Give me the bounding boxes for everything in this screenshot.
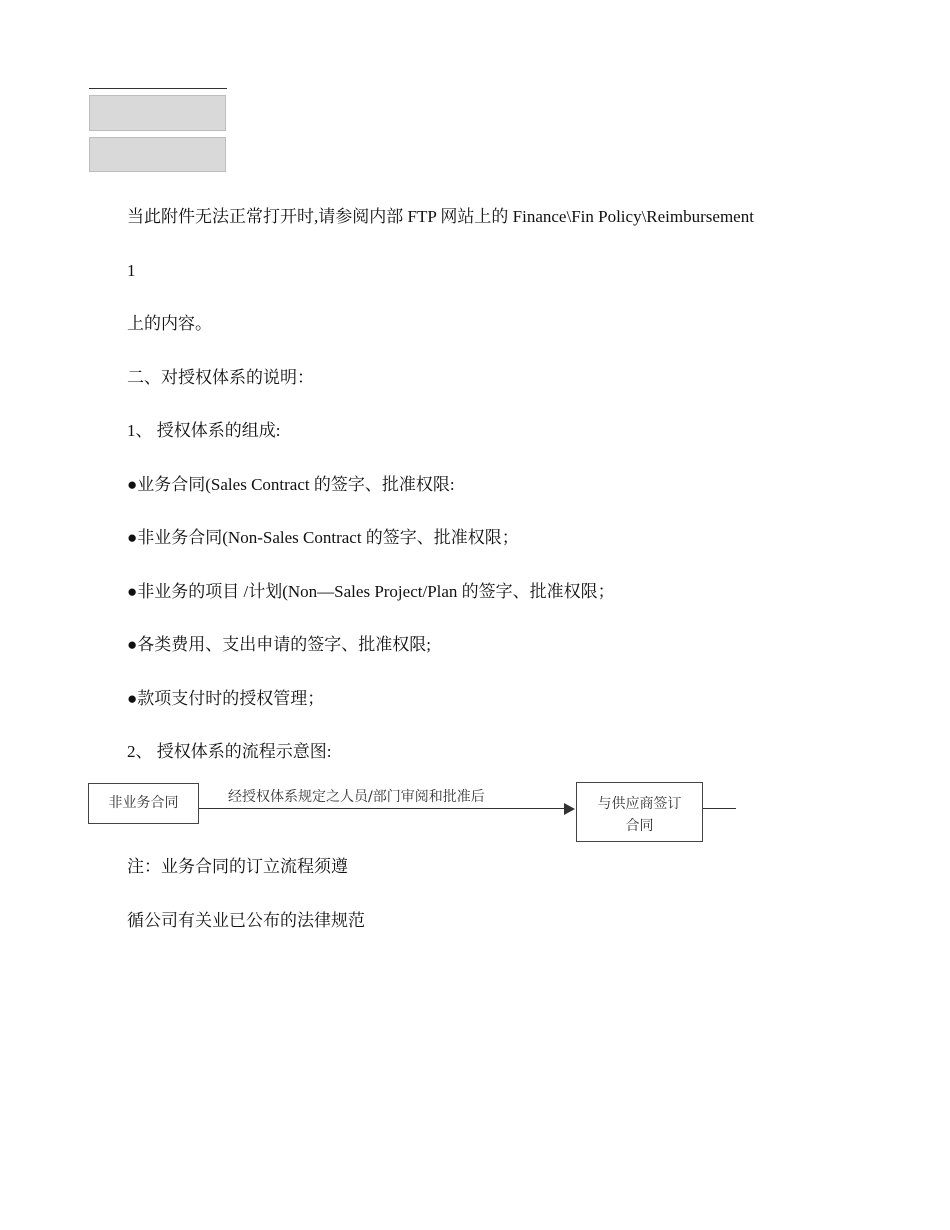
flow-tail-line — [703, 808, 736, 809]
attachment-note: 当此附件无法正常打开时,请参阅内部 FTP 网站上的 Finance\Fin Policy\Reimbursement — [127, 207, 754, 226]
flow-arrow-line — [199, 808, 565, 809]
bullet-item: ●各类费用、支出申请的签字、批准权限; — [127, 635, 431, 654]
section-heading: 二、对授权体系的说明： — [127, 368, 314, 387]
header-rule — [89, 88, 227, 89]
bullet-item: ●业务合同(Sales Contract 的签字、批准权限: — [127, 475, 455, 494]
flow-diagram — [88, 781, 736, 834]
flow-end-box — [576, 782, 703, 842]
subsection-heading-1: 1、 授权体系的组成: — [127, 421, 281, 440]
note-line-2: 循公司有关业已公布的法律规范 — [127, 911, 365, 930]
flow-end-box-line2: 合同 — [625, 818, 654, 834]
bullet-item: ●款项支付时的授权管理； — [127, 689, 325, 708]
bullet-item: ●非业务合同(Non-Sales Contract 的签字、批准权限； — [127, 528, 519, 547]
page-number-text: 1 — [127, 261, 136, 280]
flow-start-box: 非业务合同 — [88, 783, 199, 824]
note-line-1: 注：业务合同的订立流程须遵 — [127, 857, 348, 876]
bullet-item: ●非业务的项目 /计划(Non—Sales Project/Plan 的签字、批准权限； — [127, 582, 615, 601]
flow-arrow-label: 经授权体系规定之人员/部门审阅和批准后 — [228, 789, 485, 805]
arrow-right-icon — [564, 803, 575, 815]
subsection-heading-2: 2、 授权体系的流程示意图: — [127, 742, 332, 761]
attachment-note-end: 上的内容。 — [127, 314, 212, 333]
flow-end-box-line1: 与供应商签订 — [597, 796, 682, 812]
header-shaded-cell-2 — [89, 137, 226, 172]
header-shaded-cell-1 — [89, 95, 226, 131]
